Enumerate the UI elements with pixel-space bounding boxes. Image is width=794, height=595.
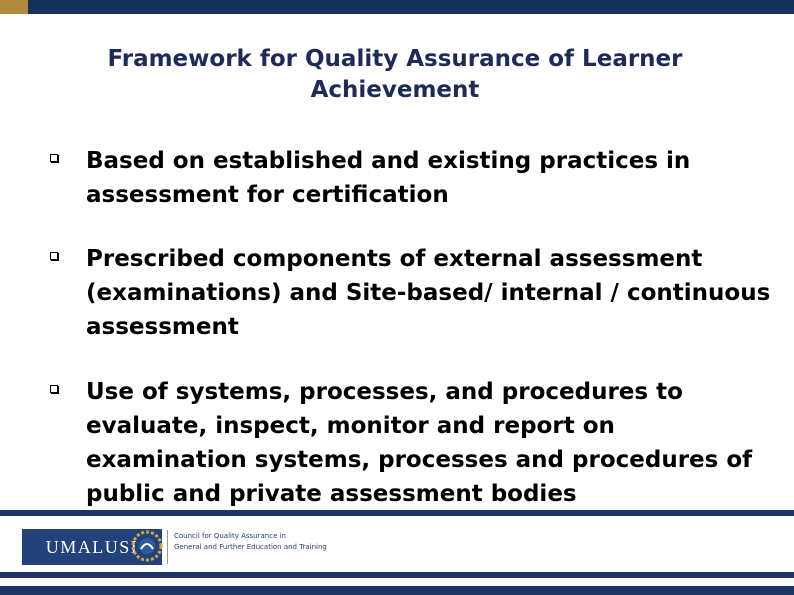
umalusi-emblem-icon: [131, 527, 163, 565]
top-banner: [0, 0, 794, 14]
footer-divider-mid: [0, 572, 794, 578]
footer-divider-bottom: [0, 586, 794, 595]
bullet-text-2: Prescribed components of external assessment (examinations) and Site-based/ internal / continuous assessment: [86, 246, 771, 340]
footer-divider-top: [0, 510, 794, 516]
tagline-line-2: General and Further Education and Training: [174, 543, 327, 551]
bullet-text-1: Based on established and existing practices in assessment for certification: [86, 148, 691, 208]
top-banner-accent: [0, 0, 28, 14]
bullet-text-3: Use of systems, processes, and procedures to evaluate, inspect, monitor and report on examination systems, processes and procedures of public and private assessment bodies: [86, 379, 753, 507]
logo-divider: [167, 530, 168, 564]
logo-wordmark: UMALUSI: [45, 536, 139, 557]
checkbox-bullet-icon: [50, 385, 58, 393]
checkbox-bullet-icon: [50, 154, 58, 162]
organisation-tagline: [174, 531, 327, 553]
checkbox-bullet-icon: [50, 252, 58, 260]
tagline-line-1: Council for Quality Assurance in: [174, 532, 286, 540]
slide-title: Framework for Quality Assurance of Learner Achievement: [107, 46, 683, 103]
